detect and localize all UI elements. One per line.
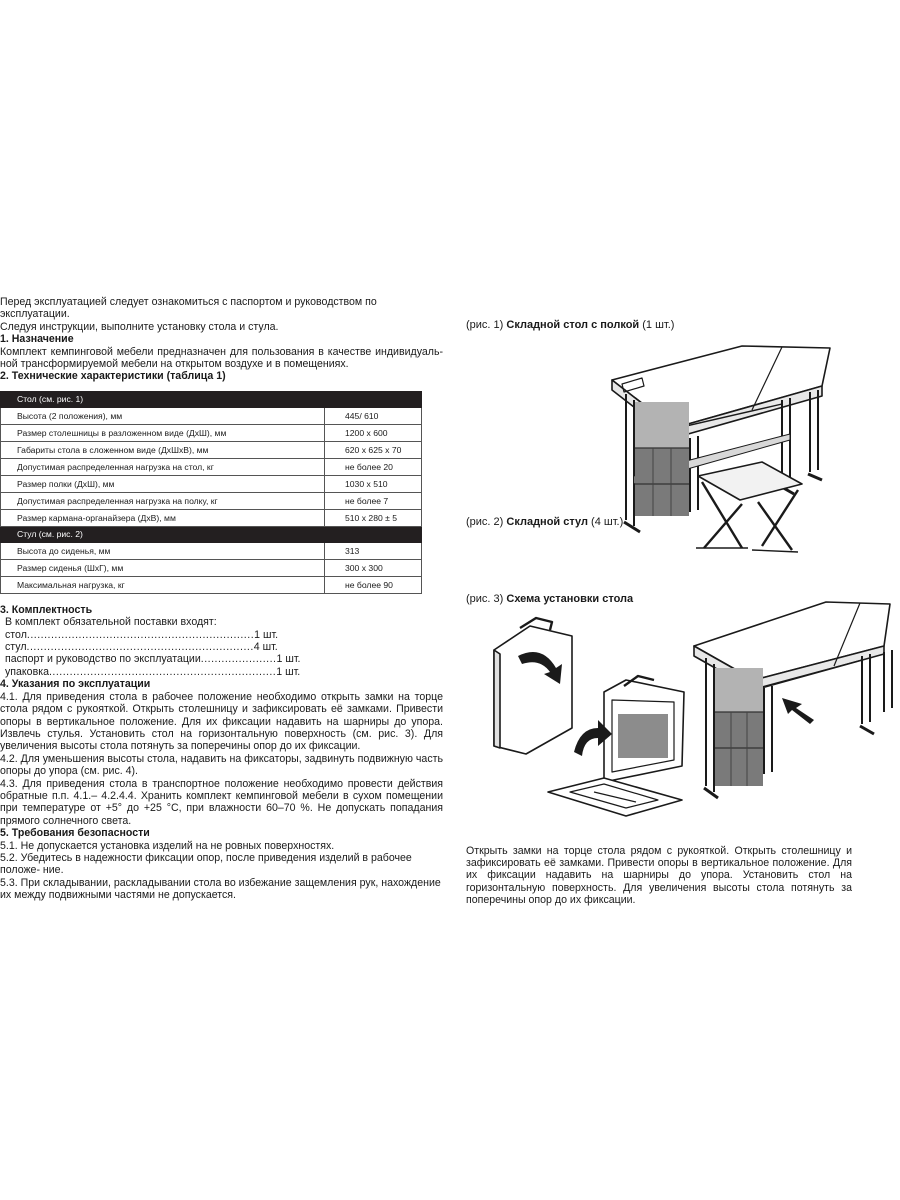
list-item bbox=[5, 628, 279, 641]
kit-item-name: упаковка bbox=[5, 665, 49, 678]
kit-item-qty: 1 шт. bbox=[254, 628, 279, 641]
section-usage-title: 4. Указания по эксплуатации bbox=[0, 678, 151, 691]
section-purpose-title: 1. Назначение bbox=[0, 333, 74, 346]
spec-table-header bbox=[1, 391, 422, 407]
kit-item-name: паспорт и руководство по эксплуатации bbox=[5, 653, 201, 666]
spec-value: 510 х 280 ± 5 bbox=[325, 509, 422, 526]
spec-value: 313 bbox=[325, 542, 422, 559]
section-usage-p1: 4.1. Для приведения стола в рабочее положение необходимо открыть замки на торце стола рядом с рукояткой. Открыть столешницу и зафиксировать её замками. Привести опоры в вертикальное положение. Для их фиксации надавить на шарниры до упора. Извлечь стулья. Установить стол на горизонтальную поверхность (см. рис. 3). Для увеличения высоты стола потянуть за поперечины опор до их фиксации. bbox=[0, 690, 443, 753]
section-safety-p3: 5.3. При складывании, раскладывании стола во избежание защемления рук, нахождение их между подвижными частями не допускается. bbox=[0, 876, 441, 902]
kit-item-dots: .................................................................. bbox=[26, 641, 254, 654]
kit-item-dots: ...................... bbox=[200, 653, 277, 666]
table-row bbox=[1, 441, 422, 458]
kit-item-name: стол bbox=[5, 628, 27, 641]
section-usage-p3: 4.3. Для приведения стола в транспортное положение необходимо провести действия обратные п.п. 4.1.– 4.2.4.4. Хранить комплект кемпинговой мебели в сухом помещении при температуре от +5° до +25 °С, при влажности 60–70 %. Не допускать попадания прямого солнечного света. bbox=[0, 777, 443, 827]
list-item bbox=[5, 665, 301, 678]
kit-item-dots: .................................................................. bbox=[26, 628, 255, 641]
spec-name: Допустимая распределенная нагрузка на стол, кг bbox=[1, 458, 325, 475]
intro-line-1: Перед эксплуатацией следует ознакомиться с паспортом и руководством по эксплуатации. bbox=[0, 296, 377, 321]
figure-2-suffix: (4 шт.) bbox=[591, 516, 624, 528]
list-item bbox=[5, 653, 301, 666]
chair-table-header-label: Стул (см. рис. 2) bbox=[1, 526, 422, 542]
figure-1-title: Складной стол с полкой bbox=[506, 319, 640, 331]
installation-scheme-illustration bbox=[486, 596, 896, 820]
push-arrow-icon bbox=[782, 698, 814, 724]
spec-value: не более 90 bbox=[325, 576, 422, 593]
kit-item-qty: 4 шт. bbox=[253, 641, 278, 654]
section-safety-p2: 5.2. Убедитесь в надежности фиксации опор, после приведения изделий в рабочее положе- ние. bbox=[0, 851, 412, 877]
table-row bbox=[1, 509, 422, 526]
table-row bbox=[1, 458, 422, 475]
table-row bbox=[1, 576, 422, 593]
figure-3-prefix: (рис. 3) bbox=[466, 593, 504, 605]
spec-name: Высота (2 положения), мм bbox=[1, 407, 325, 424]
figure-2-caption bbox=[466, 516, 623, 528]
kit-item-dots: .................................................................. bbox=[48, 665, 277, 678]
intro-line-2: Следуя инструкции, выполните установку стола и стула. bbox=[0, 320, 279, 333]
section-safety-title: 5. Требования безопасности bbox=[0, 827, 150, 840]
table-row bbox=[1, 424, 422, 441]
section-purpose-text: Комплект кемпинговой мебели предназначен для пользования в качестве индивидуаль- ной трансформируемой мебели на открытом воздухе и в помещениях. bbox=[0, 345, 443, 371]
table-row bbox=[1, 559, 422, 576]
spec-name: Размер сиденья (ШхГ), мм bbox=[1, 559, 325, 576]
installation-description: Открыть замки на торце стола рядом с рукояткой. Открыть столешницу и зафиксировать её замками. Привести опоры в вертикальное положение. Для их фиксации надавить на шарниры до упора. Установить стол на горизонтальную поверхность. Для увеличения высоты стола потянуть за поперечины опор до их фиксации. bbox=[466, 844, 852, 907]
kit-item-qty: 1 шт. bbox=[276, 665, 301, 678]
spec-name: Размер полки (ДхШ), мм bbox=[1, 475, 325, 492]
spec-name: Размер столешницы в разложенном виде (ДхШ), мм bbox=[1, 424, 325, 441]
table-row bbox=[1, 407, 422, 424]
instructions-column bbox=[0, 296, 443, 902]
spec-value: 445/ 610 bbox=[325, 407, 422, 424]
section-usage-p2: 4.2. Для уменьшения высоты стола, надавить на фиксаторы, задвинуть подвижную часть опоры до упора (см. рис. 4). bbox=[0, 752, 443, 778]
figure-1-prefix: (рис. 1) bbox=[466, 319, 504, 331]
spec-value: 1030 х 510 bbox=[325, 475, 422, 492]
spec-value: не более 20 bbox=[325, 458, 422, 475]
section-specs-title: 2. Технические характеристики (таблица 1) bbox=[0, 370, 226, 383]
table-row bbox=[1, 542, 422, 559]
spec-value: 620 х 625 х 70 bbox=[325, 441, 422, 458]
spec-name: Высота до сиденья, мм bbox=[1, 542, 325, 559]
spec-name: Допустимая распределенная нагрузка на полку, кг bbox=[1, 492, 325, 509]
spec-value: не более 7 bbox=[325, 492, 422, 509]
spec-name: Габариты стола в сложенном виде (ДхШхВ), мм bbox=[1, 441, 325, 458]
figure-3-title: Схема установки стола bbox=[506, 593, 634, 605]
figure-2-prefix: (рис. 2) bbox=[466, 516, 504, 528]
section-kit-intro: В комплект обязательной поставки входят: bbox=[5, 616, 217, 629]
list-item bbox=[5, 641, 278, 654]
kit-item-qty: 1 шт. bbox=[276, 653, 301, 666]
folding-table-illustration bbox=[602, 334, 894, 578]
spec-value: 1200 х 600 bbox=[325, 424, 422, 441]
chair-table-header bbox=[1, 526, 422, 542]
table-row bbox=[1, 492, 422, 509]
kit-item-name: стул bbox=[5, 641, 27, 654]
spec-name: Размер кармана-органайзера (ДхВ), мм bbox=[1, 509, 325, 526]
spec-value: 300 х 300 bbox=[325, 559, 422, 576]
section-safety-p1: 5.1. Не допускается установка изделий на не ровных поверхностях. bbox=[0, 839, 335, 852]
figure-2-title: Складной стул bbox=[506, 516, 588, 528]
table-row bbox=[1, 475, 422, 492]
figure-1-caption bbox=[466, 319, 674, 331]
kit-list bbox=[0, 629, 443, 679]
spec-table bbox=[0, 391, 422, 594]
figure-1-suffix: (1 шт.) bbox=[642, 319, 675, 331]
spec-table-header-label: Стол (см. рис. 1) bbox=[1, 391, 422, 407]
section-kit-title: 3. Комплектность bbox=[0, 603, 93, 616]
spec-name: Максимальная нагрузка, кг bbox=[1, 576, 325, 593]
